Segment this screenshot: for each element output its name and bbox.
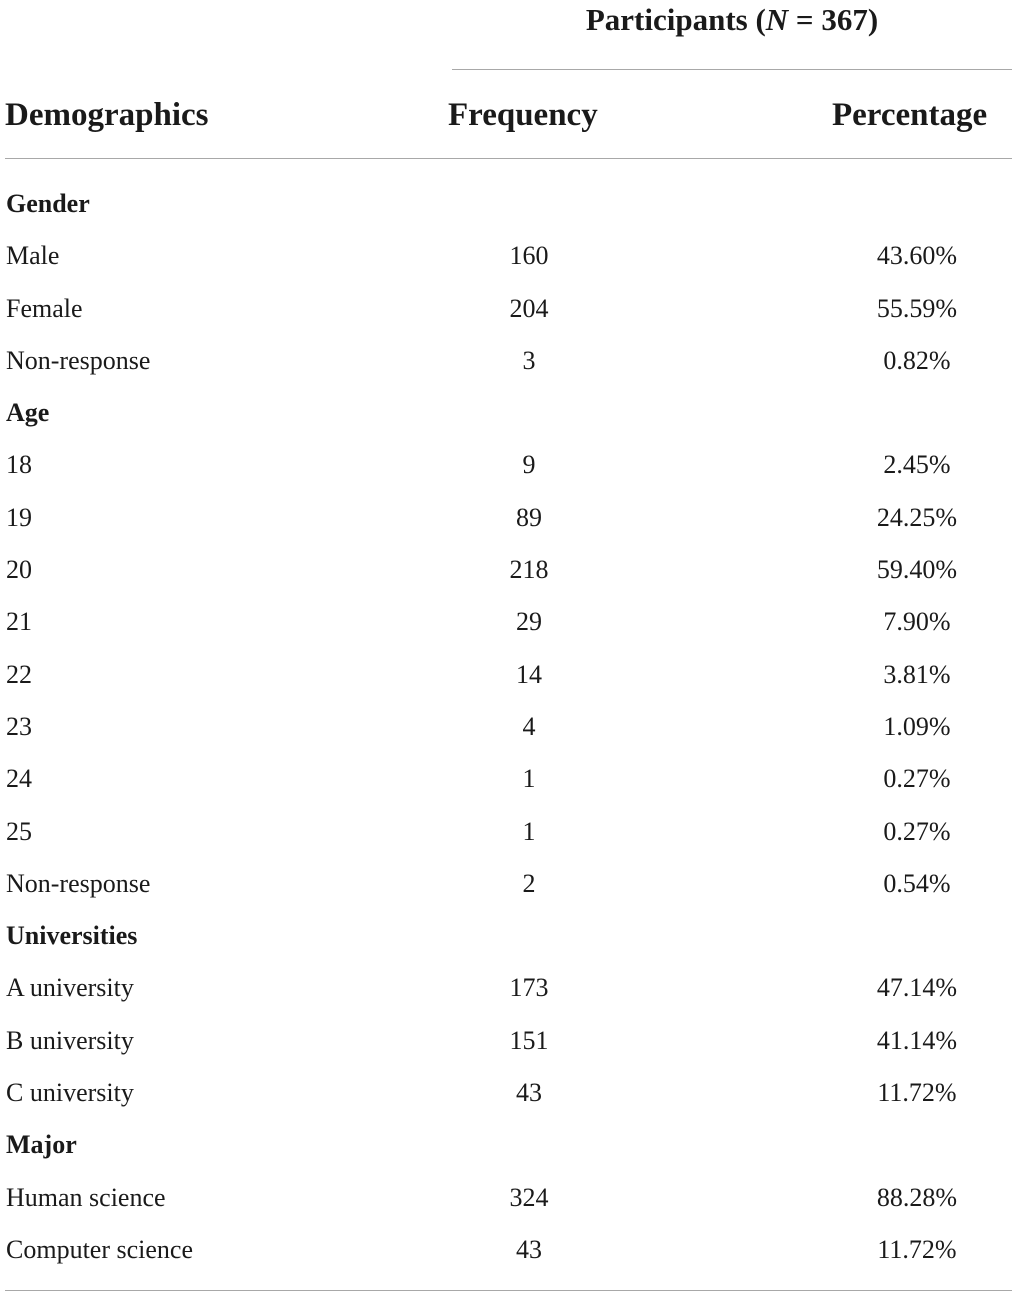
table-row xyxy=(0,335,1017,387)
frequency-cell: 160 xyxy=(509,241,549,271)
percentage-cell: 11.72% xyxy=(877,1234,957,1264)
table-row xyxy=(0,1172,1017,1224)
frequency-cell: 4 xyxy=(522,711,536,741)
table-row xyxy=(0,806,1017,858)
section-label: Major xyxy=(6,1130,77,1160)
frequency-cell: 9 xyxy=(522,450,536,480)
percentage-cell: 59.40% xyxy=(876,555,958,585)
column-header-frequency: Frequency xyxy=(448,97,598,133)
frequency-cell: 14 xyxy=(516,659,542,689)
demographic-label: C university xyxy=(6,1078,134,1108)
demographic-label: 18 xyxy=(6,450,32,480)
table-row xyxy=(0,1067,1017,1119)
participants-header xyxy=(452,0,1012,44)
section-label: Gender xyxy=(6,189,90,218)
section-header-row xyxy=(0,387,1017,439)
frequency-cell: 89 xyxy=(516,502,542,532)
column-header-percentage: Percentage xyxy=(832,97,988,133)
table-row xyxy=(0,283,1017,335)
table-row xyxy=(0,439,1017,491)
percentage-cell: 24.25% xyxy=(876,502,958,532)
demographic-label: 21 xyxy=(6,607,32,637)
demographic-label: Non-response xyxy=(6,345,151,375)
percentage-cell: 1.09% xyxy=(883,711,951,741)
frequency-cell: 218 xyxy=(509,555,549,585)
table-row xyxy=(0,1224,1017,1276)
header-rule-bottom xyxy=(5,158,1012,159)
frequency-cell: 43 xyxy=(516,1078,542,1108)
frequency-cell: 1 xyxy=(522,764,536,794)
demographic-label: B university xyxy=(6,1025,134,1055)
table-row xyxy=(0,701,1017,753)
demographic-label: 25 xyxy=(6,816,32,846)
frequency-cell: 204 xyxy=(509,293,549,323)
table-row xyxy=(0,753,1017,805)
table-row xyxy=(0,230,1017,282)
demographic-label: Human science xyxy=(6,1182,166,1212)
n-value: = 367) xyxy=(788,2,879,37)
demographic-label: Computer science xyxy=(6,1234,193,1264)
demographic-label: Non-response xyxy=(6,868,151,898)
section-header-row xyxy=(0,910,1017,962)
frequency-cell: 29 xyxy=(516,607,542,637)
percentage-cell: 0.54% xyxy=(883,868,951,898)
frequency-cell: 3 xyxy=(522,345,536,375)
demographic-label: Female xyxy=(6,293,83,323)
demographic-label: 22 xyxy=(6,659,32,689)
column-header-demographics: Demographics xyxy=(5,97,209,133)
percentage-cell: 0.82% xyxy=(883,345,951,375)
percentage-cell: 2.45% xyxy=(883,450,951,480)
percentage-cell: 43.60% xyxy=(876,241,958,271)
demographic-label: 23 xyxy=(6,711,32,741)
section-header-row xyxy=(0,1119,1017,1171)
table-row xyxy=(0,858,1017,910)
frequency-cell: 2 xyxy=(522,868,536,898)
section-header-row xyxy=(0,178,1017,230)
table-row xyxy=(0,962,1017,1014)
demographic-label: 20 xyxy=(6,555,32,585)
table-row xyxy=(0,1015,1017,1067)
demographic-label: Male xyxy=(6,241,60,271)
table-row xyxy=(0,544,1017,596)
percentage-cell: 88.28% xyxy=(876,1182,958,1212)
demographic-label: 19 xyxy=(6,502,32,532)
percentage-cell: 11.72% xyxy=(877,1078,957,1108)
demographic-label: 24 xyxy=(6,764,32,794)
frequency-cell: 1 xyxy=(522,816,536,846)
table-body xyxy=(0,178,1017,1276)
frequency-cell: 173 xyxy=(509,973,549,1003)
n-symbol: N xyxy=(765,2,789,37)
table-row xyxy=(0,492,1017,544)
percentage-cell: 3.81% xyxy=(883,659,951,689)
frequency-cell: 324 xyxy=(509,1182,549,1212)
table-bottom-rule xyxy=(5,1290,1012,1291)
frequency-cell: 43 xyxy=(516,1234,542,1264)
frequency-cell: 151 xyxy=(509,1025,549,1055)
header-rule-top xyxy=(452,69,1012,70)
percentage-cell: 0.27% xyxy=(883,764,951,794)
section-label: Age xyxy=(6,398,50,428)
demographic-label: A university xyxy=(6,973,134,1003)
participants-label: Participants ( xyxy=(585,2,766,37)
percentage-cell: 41.14% xyxy=(876,1025,958,1055)
section-label: Universities xyxy=(6,921,138,951)
table-row xyxy=(0,596,1017,648)
percentage-cell: 47.14% xyxy=(876,973,958,1003)
percentage-cell: 55.59% xyxy=(876,293,958,323)
table-row xyxy=(0,649,1017,701)
percentage-cell: 0.27% xyxy=(883,816,951,846)
percentage-cell: 7.90% xyxy=(883,607,951,637)
